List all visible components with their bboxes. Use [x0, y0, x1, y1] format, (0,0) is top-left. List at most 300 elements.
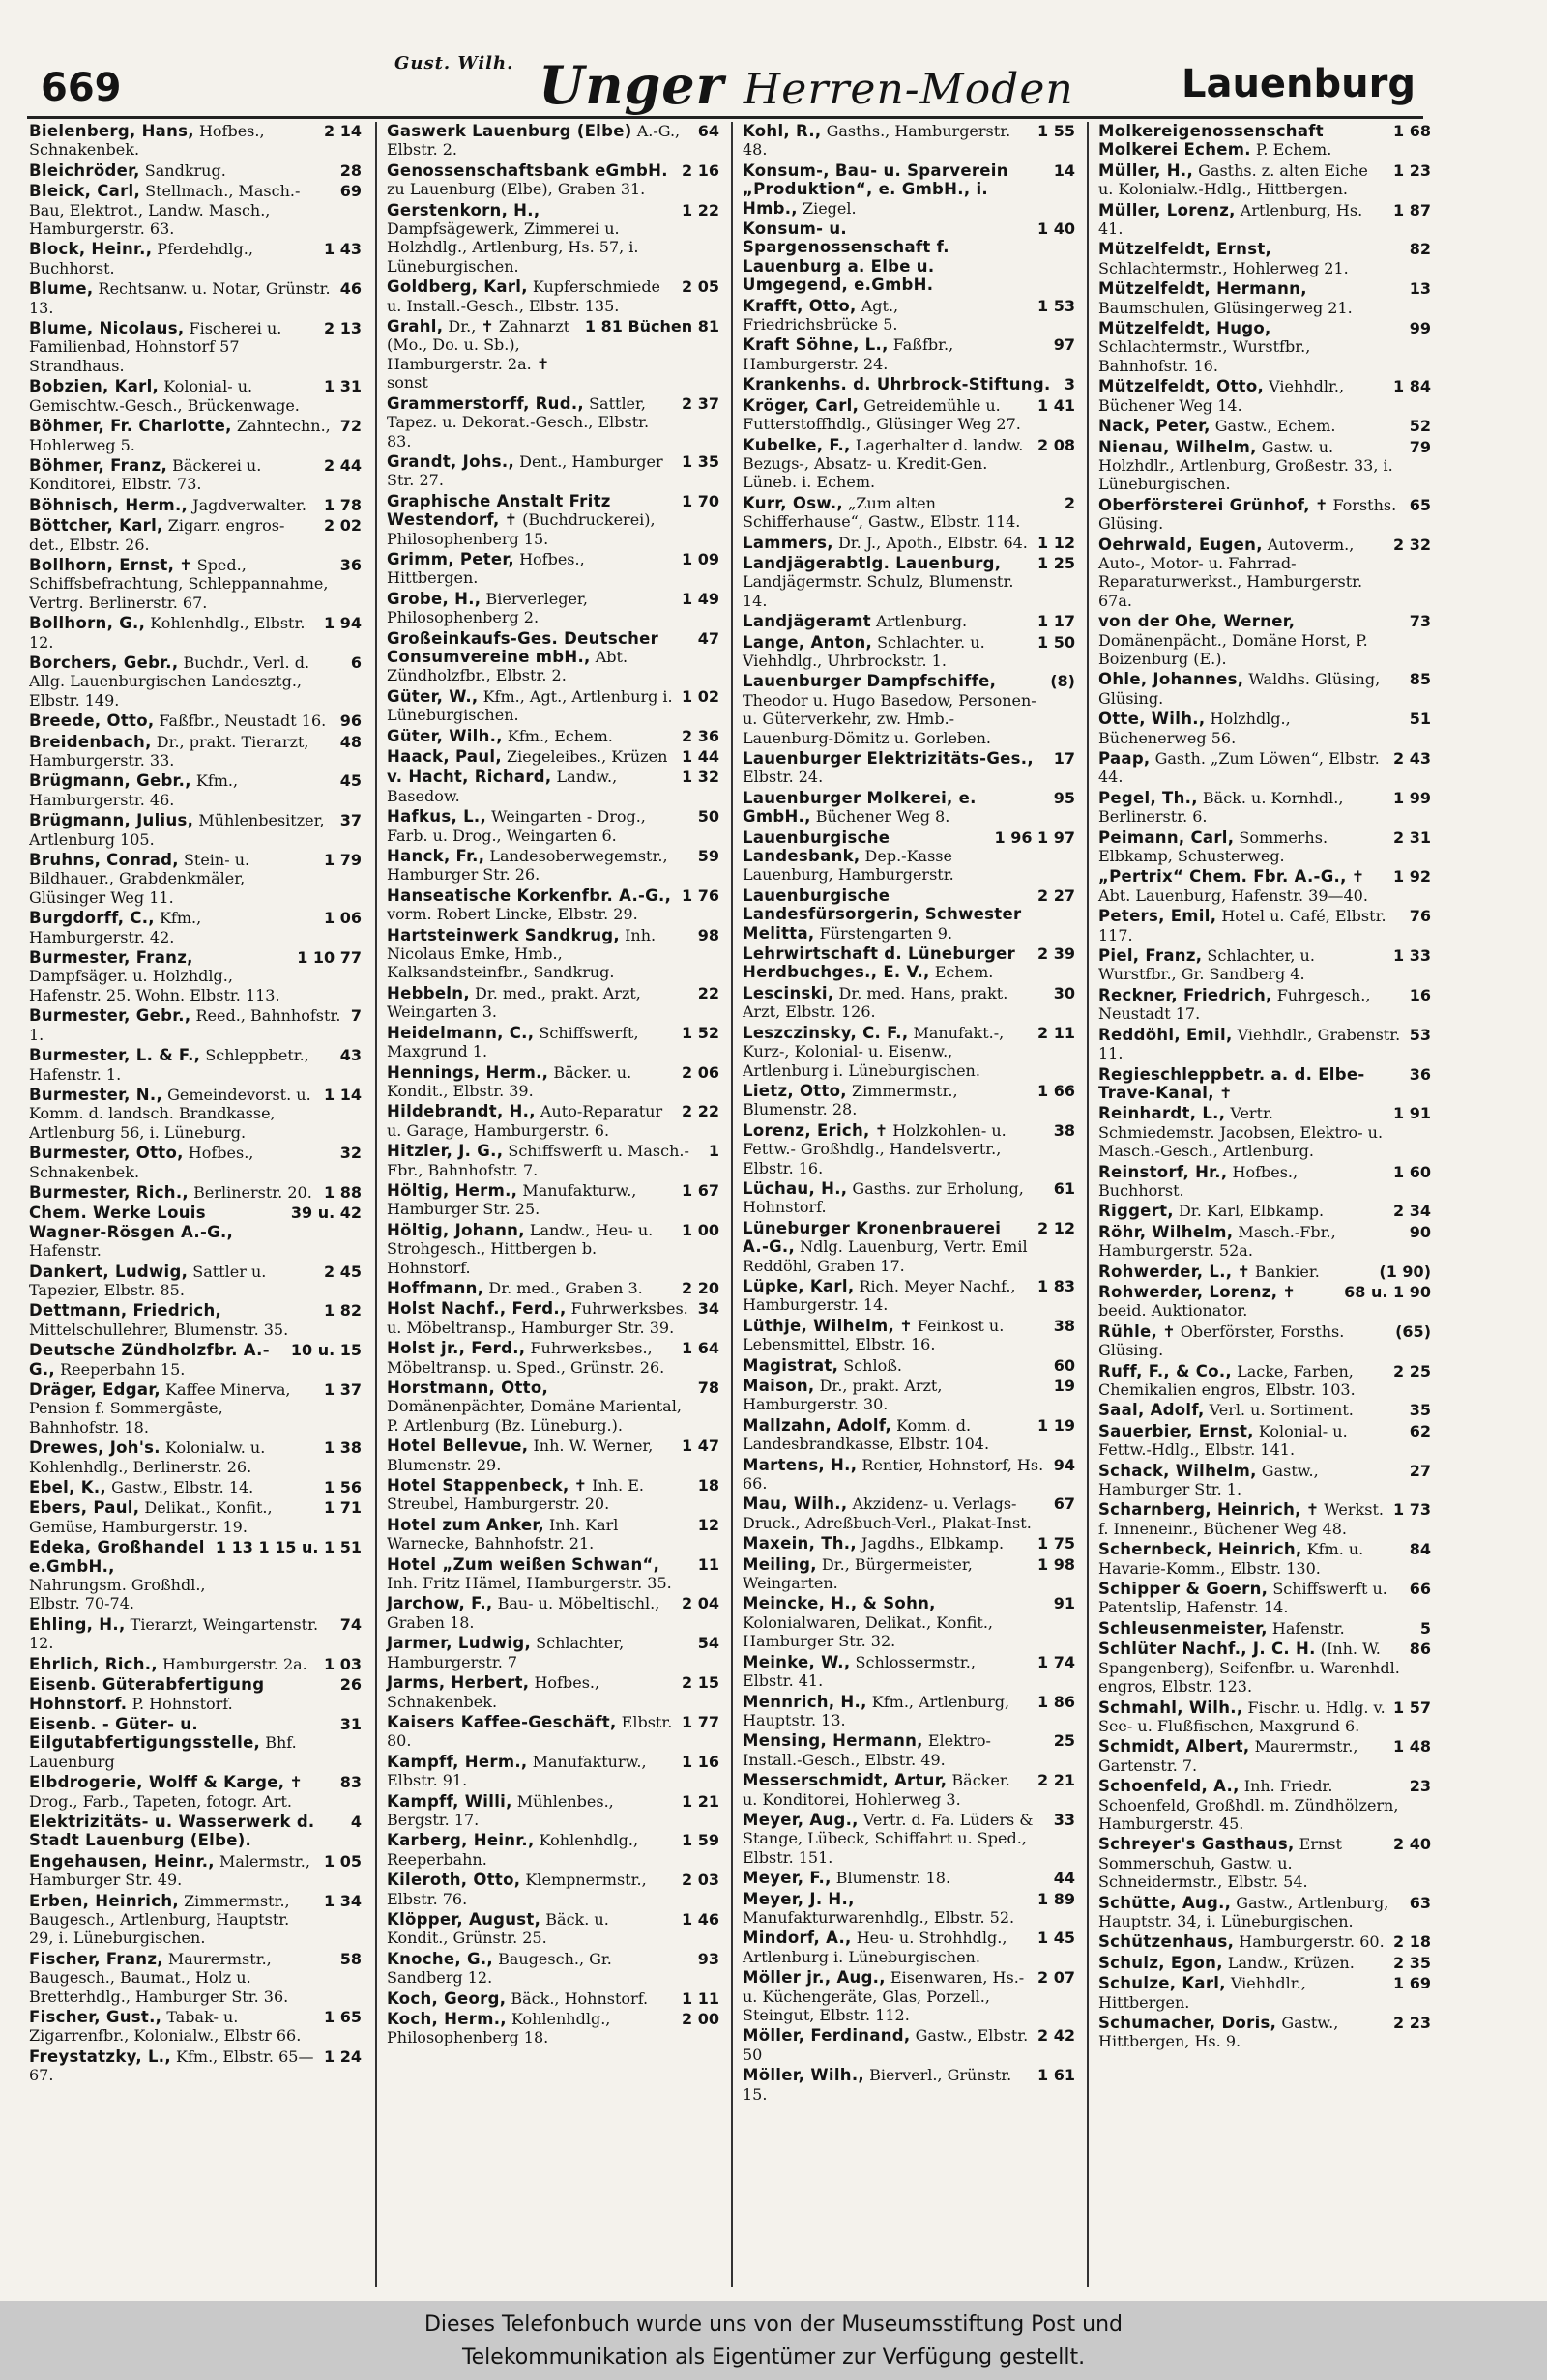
phone-number: 1 84 [1393, 377, 1431, 396]
entry-name: Koch, Georg, [387, 1988, 507, 2008]
entry-details: Bäckerei u. Konditorei, Elbstr. 73. [29, 455, 262, 494]
entry-details: Hofbes., Buchhorst. [1098, 1162, 1299, 1200]
entry-details: Holzhdlg., Büchenerweg 56. [1098, 710, 1291, 747]
entry-details: ✝ Drog., Farb., Tapeten, fotogr. Art. [29, 1773, 303, 1811]
entry-details: Ndlg. Lauenburg, Vertr. Emil Reddöhl, Graben 17. [743, 1237, 1028, 1275]
entry-name: Meiling, [743, 1554, 817, 1574]
directory-entry [29, 377, 362, 415]
phone-number: 2 04 [682, 1594, 719, 1613]
phone-number: 10 u. 15 [290, 1341, 362, 1360]
phone-number: 1 86 [1037, 1692, 1075, 1711]
entry-name: Elbdrogerie, Wolff & Karge, [29, 1773, 285, 1792]
phone-number: 16 [1409, 985, 1431, 1004]
entry-text [29, 1183, 312, 1202]
entry-text [743, 1356, 902, 1375]
phone-number: 2 00 [682, 2010, 719, 2028]
directory-entry [743, 1317, 1075, 1354]
entry-text [29, 496, 306, 514]
directory-entry [1098, 867, 1431, 905]
entry-text [387, 1476, 690, 1514]
entry-text [29, 1046, 333, 1084]
entry-text [743, 1771, 1030, 1809]
entry-text [743, 749, 1046, 787]
directory-entry [387, 1339, 719, 1377]
entry-text [743, 1024, 1030, 1080]
directory-entry [743, 396, 1075, 434]
directory-entry [29, 1183, 362, 1202]
directory-entry [29, 1046, 362, 1084]
entry-text [1098, 1500, 1386, 1538]
phone-number: 1 60 [1393, 1162, 1431, 1181]
entry-details: Vertr. d. Fa. Lüders & Stange, Lübeck, Schiffahrt u. Sped., Elbstr. 151. [743, 1810, 1034, 1867]
directory-entry [1098, 201, 1431, 239]
entry-name: Scharnberg, Heinrich, [1098, 1500, 1301, 1520]
directory-entry [387, 1871, 719, 1908]
entry-details: Inh. Karl Warnecke, Bahnhofstr. 21. [387, 1515, 619, 1553]
entry-text [29, 1438, 316, 1476]
entry-text [29, 556, 333, 612]
entry-text [29, 948, 289, 1004]
entry-name: Grahl, [387, 317, 444, 336]
phone-number: 65 [1409, 495, 1431, 514]
entry-name: Dankert, Ludwig, [29, 1262, 189, 1281]
entry-name: Rohwerder, L., [1098, 1262, 1233, 1281]
entry-details: Sandkrug. [144, 160, 226, 180]
phone-number: 1 41 [1037, 395, 1075, 415]
phone-number: 1 43 [324, 240, 362, 259]
directory-entry [1098, 1104, 1431, 1160]
entry-text [743, 494, 1057, 532]
entry-text [29, 1950, 333, 2006]
entry-text [1098, 1065, 1402, 1103]
entry-name: Hildebrandt, H., [387, 1102, 536, 1121]
entry-text [743, 633, 1030, 671]
entry-details: Mühlenbesitzer, Artlenburg 105. [29, 811, 325, 849]
phone-number: 1 06 [324, 909, 362, 928]
phone-number: 74 [339, 1614, 362, 1634]
entry-text [1098, 319, 1402, 375]
phone-number: 46 [339, 279, 362, 299]
directory-entry [1098, 1065, 1431, 1103]
directory-entry [387, 1555, 719, 1593]
phone-number: 2 14 [324, 122, 362, 140]
directory-entry [743, 1377, 1075, 1414]
phone-number: 3 [1064, 375, 1075, 394]
directory-entry [29, 1144, 362, 1181]
entry-details: Rentier, Hohnstorf, Hs. 66. [743, 1455, 1044, 1494]
phone-number: 1 52 [682, 1023, 719, 1042]
entry-name: Burgdorff, C., [29, 909, 155, 928]
entry-name: Böttcher, Karl, [29, 516, 163, 536]
phone-number: 58 [339, 1949, 362, 1968]
entry-text [1098, 1835, 1386, 1891]
directory-entry [1098, 749, 1431, 787]
directory-entry [387, 394, 719, 450]
entry-details: Eisenwaren, Hs.- u. Küchengeräte, Glas, Porzell., Steingut, Elbstr. 112. [743, 1968, 1025, 2024]
entry-details: (Inh. W. Spangenberg), Seifenfbr. u. Warenhdl. engros, Elbstr. 123. [1098, 1640, 1400, 1697]
entry-details: Ziegel. [802, 198, 857, 218]
entry-name: Hitzler, J. G., [387, 1142, 504, 1161]
directory-column-2 [375, 122, 719, 2287]
entry-text [387, 1181, 674, 1219]
phone-number: 76 [1409, 907, 1431, 926]
entry-details: Mittelschullehrer, Blumenstr. 35. [29, 1320, 289, 1339]
phone-number: 2 13 [324, 319, 362, 338]
directory-entry [1098, 612, 1431, 668]
phone-number: 2 36 [682, 726, 719, 745]
entry-details: Dep.-Kasse Lauenburg, Hamburgerstr. [743, 847, 954, 885]
entry-details: Kolonialwaren, Delikat., Konfit., Hamburger Str. 32. [743, 1612, 993, 1651]
phone-number: 2 37 [682, 393, 719, 413]
entry-text [387, 2010, 674, 2047]
entry-name: Güter, Wilh., [387, 726, 503, 745]
entry-name: Lescinski, [743, 983, 834, 1002]
entry-details: Dr. med. Hans, prakt. Arzt, Elbstr. 126. [743, 983, 1008, 1022]
entry-details: Ziegeleibes., Krüzen [507, 747, 668, 766]
entry-details: Fuhrgesch., Neustadt 17. [1098, 985, 1371, 1024]
directory-entry [29, 122, 362, 160]
entry-name: Lüneburger Kronenbrauerei A.-G., [743, 1218, 1002, 1257]
directory-entry [1098, 1737, 1431, 1775]
entry-details: Schiffswerft u. Masch.-Fbr., Bahnhofstr. 7. [387, 1142, 689, 1179]
phone-number: 5 [1419, 1618, 1431, 1638]
entry-name: Schmahl, Wilh., [1098, 1698, 1243, 1717]
directory-entry [743, 1771, 1075, 1809]
directory-entry [29, 1341, 362, 1379]
entry-name: Fischer, Gust., [29, 2008, 162, 2026]
entry-details: Jagdverwalter. [192, 495, 307, 514]
entry-details: Stellmach., Masch.-Bau, Elektrot., Landw. Masch., Hamburgerstr. 63. [29, 182, 301, 239]
entry-details: Zigarr. engros-det., Elbstr. 26. [29, 516, 285, 554]
entry-name: Schütte, Aug., [1098, 1893, 1232, 1912]
phone-number: 91 [1053, 1594, 1075, 1613]
phone-number: 1 31 [324, 377, 362, 396]
directory-entry [29, 1675, 362, 1713]
phone-number: 1 77 [682, 1712, 719, 1731]
directory-entry [1098, 1163, 1431, 1201]
entry-name: Regieschleppbetr. a. d. Elbe-Trave-Kanal, [1098, 1064, 1365, 1102]
phone-number: 84 [1409, 1540, 1431, 1559]
entry-name: Güter, W., [387, 686, 479, 706]
entry-details: Kfm., Artlenburg, Hauptstr. 13. [743, 1692, 1010, 1729]
directory-entry [29, 851, 362, 907]
phone-number: 1 49 [682, 589, 719, 608]
phone-number: 67 [1053, 1495, 1075, 1514]
entry-name: Burmester, N., [29, 1085, 163, 1104]
directory-entry [743, 375, 1075, 393]
phone-number: 2 05 [682, 277, 719, 297]
directory-entry [387, 747, 719, 766]
footer-line-1: Dieses Telefonbuch wurde uns von der Museumsstiftung Post und [423, 2312, 1124, 2336]
entry-text [387, 1142, 701, 1179]
entry-text [387, 1713, 674, 1751]
entry-name: Burmester, Gebr., [29, 1006, 191, 1026]
entry-name: Kaisers Kaffee-Geschäft, [387, 1712, 617, 1731]
directory-entry [387, 1989, 719, 2008]
entry-text [29, 1538, 208, 1613]
entry-text [1098, 670, 1402, 708]
entry-text [743, 1377, 1046, 1414]
directory-entry [1098, 2014, 1431, 2051]
directory-entry [387, 1792, 719, 1830]
entry-name: Meinke, W., [743, 1652, 851, 1671]
directory-entry [29, 1498, 362, 1536]
entry-name: Dräger, Edgar, [29, 1380, 161, 1399]
entry-details: Berlinerstr. 20. [193, 1182, 312, 1202]
entry-name: Lüthje, Wilhelm, [743, 1316, 895, 1335]
entry-details: Inh. Fritz Hämel, Hamburgerstr. 35. [387, 1574, 672, 1593]
directory-entry [1098, 1362, 1431, 1400]
directory-entry [29, 1478, 362, 1496]
entry-details: Artlenburg. [876, 612, 968, 631]
entry-name: Grobe, H., [387, 589, 482, 608]
phone-number: 98 [697, 925, 719, 944]
entry-details: Bäcker. u. Kondit., Elbstr. 39. [387, 1062, 632, 1100]
entry-name: Grimm, Peter, [387, 549, 514, 568]
entry-text [743, 554, 1030, 610]
entry-text [1098, 1640, 1402, 1696]
entry-details: Schleppbetr., Hafenstr. 1. [29, 1046, 309, 1084]
entry-name: Dettmann, Friedrich, [29, 1301, 222, 1321]
phone-number: 39 u. 42 [290, 1204, 362, 1223]
phone-number: 1 65 [324, 2008, 362, 2026]
entry-name: Lauenburger Molkerei, e. GmbH., [743, 788, 977, 827]
directory-entry [29, 1538, 362, 1613]
entry-text [743, 1219, 1030, 1275]
phone-number: 1 79 [324, 851, 362, 870]
phone-number: 59 [697, 847, 719, 866]
phone-number: 1 75 [1037, 1534, 1075, 1553]
entry-name: Otte, Wilh., [1098, 710, 1206, 729]
phone-number: 2 34 [1393, 1202, 1431, 1221]
directory-entry [743, 219, 1075, 295]
entry-text [387, 1673, 674, 1711]
entry-details: „Zum alten Schifferhause“, Gastw., Elbstr. 114. [743, 493, 1021, 532]
phone-number: 22 [697, 983, 719, 1002]
entry-details: Gastw., Artlenburg, Hauptstr. 34, i. Lüneburgischen. [1098, 1893, 1389, 1930]
phone-number: 1 89 [1037, 1889, 1075, 1908]
phone-number: (8) [1050, 672, 1075, 691]
phone-number: 2 25 [1393, 1361, 1431, 1380]
directory-entry [387, 1910, 719, 1948]
entry-details: P. Echem. [1255, 140, 1332, 160]
entry-details: Domänenpächter, Domäne Mariental, P. Artlenburg (Bz. Lüneburg.). [387, 1397, 682, 1435]
entry-text [29, 1675, 333, 1713]
entry-details: Bäck. u. Kondit., Grünstr. 25. [387, 1909, 609, 1948]
directory-entry [29, 496, 362, 514]
phone-number: 2 03 [682, 1871, 719, 1890]
entry-name: Möller jr., Aug., [743, 1968, 886, 1988]
entry-details: Rechtsanw. u. Notar, Grünstr. 13. [29, 279, 331, 317]
phone-number: 25 [1053, 1731, 1075, 1751]
directory-entry [387, 1221, 719, 1277]
directory-entry [387, 2010, 719, 2047]
phone-number: 2 16 [682, 160, 719, 180]
entry-name: Hennings, Herm., [387, 1062, 549, 1082]
entry-text [29, 1615, 333, 1653]
entry-details: Vertr. Schmiedemstr. Jacobsen, Elektro- u. Masch.-Gesch., Artlenburg. [1098, 1104, 1384, 1161]
entry-details: vorm. Robert Lincke, Elbstr. 29. [387, 905, 638, 924]
entry-name: Riggert, [1098, 1202, 1174, 1221]
phone-number: 2 44 [324, 455, 362, 475]
entry-name: Lauenburger Elektrizitäts-Ges., [743, 749, 1034, 768]
entry-name: Bobzien, Karl, [29, 377, 160, 396]
entry-details: ✝ Forsths. Glüsing. [1098, 495, 1397, 534]
entry-text [1098, 279, 1402, 317]
entry-name: Breede, Otto, [29, 711, 155, 731]
entry-text [743, 886, 1030, 943]
directory-entry [1098, 319, 1431, 375]
phone-number: 48 [339, 732, 362, 751]
entry-details: Fischr. u. Hdlg. v. See- u. Flußfischen, Maxgrund 6. [1098, 1698, 1386, 1735]
phone-number: 1 21 [682, 1791, 719, 1811]
directory-entry [1098, 1026, 1431, 1063]
entry-text [743, 1179, 1046, 1217]
entry-text [1098, 1422, 1402, 1460]
phone-number: 90 [1409, 1222, 1431, 1241]
entry-text [387, 807, 690, 845]
entry-details: Kfm. u. Havarie-Komm., Elbstr. 130. [1098, 1540, 1364, 1578]
entry-text [387, 687, 674, 725]
entry-details: Fischerei u. Familienbad, Hohnstorf 57 Strandhaus. [29, 319, 282, 375]
entry-name: Rühle, [1098, 1321, 1158, 1341]
entry-name: Holst Nachf., Ferd., [387, 1299, 567, 1319]
entry-details: ✝ Feinkost u. Lebensmittel, Elbstr. 16. [743, 1316, 1005, 1354]
phone-number: 54 [697, 1634, 719, 1653]
directory-entry [29, 653, 362, 710]
entry-text [29, 1144, 333, 1181]
entry-text [1098, 1283, 1336, 1321]
phone-number: 1 32 [682, 768, 719, 787]
entry-text [387, 1831, 674, 1869]
entry-text [29, 1715, 333, 1771]
entry-name: Landjägerabtlg. Lauenburg, [743, 553, 1002, 572]
phone-number: 2 42 [1037, 2026, 1075, 2046]
directory-entry [743, 1693, 1075, 1730]
entry-name: Hotel zum Anker, [387, 1515, 544, 1534]
directory-entry [29, 319, 362, 375]
entry-details: Dent., Hamburger Str. 27. [387, 451, 663, 490]
entry-details: ✝ Oberförster, Forsths. Glüsing. [1098, 1321, 1345, 1360]
directory-entry [387, 687, 719, 725]
entry-name: Mützelfeldt, Otto, [1098, 377, 1265, 396]
entry-name: Chem. Werke Louis Wagner-Rösgen A.-G., [29, 1204, 234, 1241]
entry-text [1098, 986, 1402, 1024]
entry-details: ✝ Inh. E. Streubel, Hamburgerstr. 20. [387, 1476, 644, 1514]
entry-text [743, 396, 1030, 434]
directory-entry [743, 122, 1075, 160]
directory-entry [29, 1773, 362, 1811]
entry-details: Elbstr. 80. [387, 1712, 673, 1751]
phone-number: 1 12 [1037, 533, 1075, 552]
entry-details: Viehhdlr., Büchener Weg 14. [1098, 377, 1345, 415]
phone-number: 1 59 [682, 1831, 719, 1850]
entry-details: Schlachter. u. Viehhdlg., Uhrbrockstr. 1. [743, 632, 985, 670]
directory-entry [743, 1495, 1075, 1532]
entry-details: Gastw., Hittbergen, Hs. 9. [1098, 2014, 1339, 2051]
directory-entry [387, 161, 719, 199]
entry-details: ✝ [1218, 1083, 1233, 1102]
phone-number: 1 45 [1037, 1929, 1075, 1948]
entry-text [743, 1416, 1030, 1454]
entry-name: Meincke, H., & Sohn, [743, 1594, 936, 1613]
directory-entry [743, 1277, 1075, 1315]
entry-text [1098, 789, 1386, 827]
phone-number: 38 [1053, 1316, 1075, 1335]
entry-details: Weingarten - Drog., Farb. u. Drog., Weingarten 6. [387, 807, 646, 845]
entry-text [29, 319, 316, 375]
entry-text [743, 534, 1028, 552]
entry-details: Schloß. [843, 1355, 902, 1375]
entry-text [387, 1871, 674, 1908]
phone-number: 82 [1409, 240, 1431, 259]
directory-entry [1098, 710, 1431, 747]
entry-details: Getreidemühle u. Futterstoffhdlg., Glüsinger Weg 27. [743, 395, 1021, 434]
entry-name: Mützelfeldt, Ernst, [1098, 240, 1272, 259]
entry-text [743, 828, 986, 885]
entry-text [29, 279, 333, 317]
entry-text [29, 1892, 316, 1948]
brand-script-text: Herren-Moden [743, 65, 1074, 114]
phone-number: 13 [1409, 279, 1431, 299]
phone-number: 1 88 [324, 1182, 362, 1202]
entry-name: Lüchau, H., [743, 1178, 848, 1198]
entry-text [1098, 1223, 1402, 1261]
directory-entry [29, 417, 362, 454]
phone-number: 1 37 [324, 1380, 362, 1399]
entry-details: Zimmermstr., Baugesch., Artlenburg, Hauptstr. 29, i. Lüneburgischen. [29, 1891, 290, 1948]
entry-name: Bielenberg, Hans, [29, 122, 194, 140]
entry-text [1098, 907, 1402, 944]
phone-number: 1 66 [1037, 1081, 1075, 1100]
entry-details: Dr. Karl, Elbkamp. [1178, 1202, 1325, 1221]
entry-details: Elbstr. 24. [743, 768, 824, 787]
entry-text [387, 1379, 690, 1435]
phone-number: 1 73 [1393, 1500, 1431, 1520]
directory-entry [387, 629, 719, 685]
entry-text [29, 161, 226, 180]
entry-name: Jarms, Herbert, [387, 1673, 530, 1693]
phone-number: 34 [697, 1299, 719, 1319]
phone-number: 7 [350, 1006, 362, 1026]
entry-text [29, 1341, 283, 1379]
entry-name: Genossenschaftsbank eGmbH. [387, 160, 668, 180]
entry-details: Kohlenhdlg., Reeperbahn. [387, 1831, 639, 1869]
directory-entry [1098, 161, 1431, 199]
entry-text [1098, 1540, 1402, 1578]
entry-text [29, 614, 316, 652]
directory-entry [387, 122, 719, 160]
directory-entry [387, 452, 719, 490]
entry-details: Hafenstr. [1271, 1618, 1345, 1638]
entry-details: Schiffswerft u. Patentslip, Hafenstr. 14. [1098, 1580, 1387, 1617]
directory-entry [29, 161, 362, 180]
entry-name: Lehrwirtschaft d. Lüneburger Herdbuchges., E. V., [743, 944, 1016, 982]
entry-text [743, 2026, 1030, 2064]
entry-name: Horstmann, Otto, [387, 1379, 549, 1397]
phone-number: 1 35 [682, 451, 719, 471]
entry-name: Oehrwald, Eugen, [1098, 535, 1263, 554]
entry-name: Schleusenmeister, [1098, 1618, 1268, 1638]
directory-entry [387, 1950, 719, 1988]
entry-name: Kampff, Herm., [387, 1752, 528, 1771]
entry-name: Ehling, H., [29, 1614, 126, 1634]
phone-number: 2 40 [1393, 1835, 1431, 1854]
directory-entry [387, 1673, 719, 1711]
directory-entry [29, 811, 362, 849]
directory-entry [387, 1476, 719, 1514]
entry-name: Schreyer's Gasthaus, [1098, 1835, 1295, 1854]
